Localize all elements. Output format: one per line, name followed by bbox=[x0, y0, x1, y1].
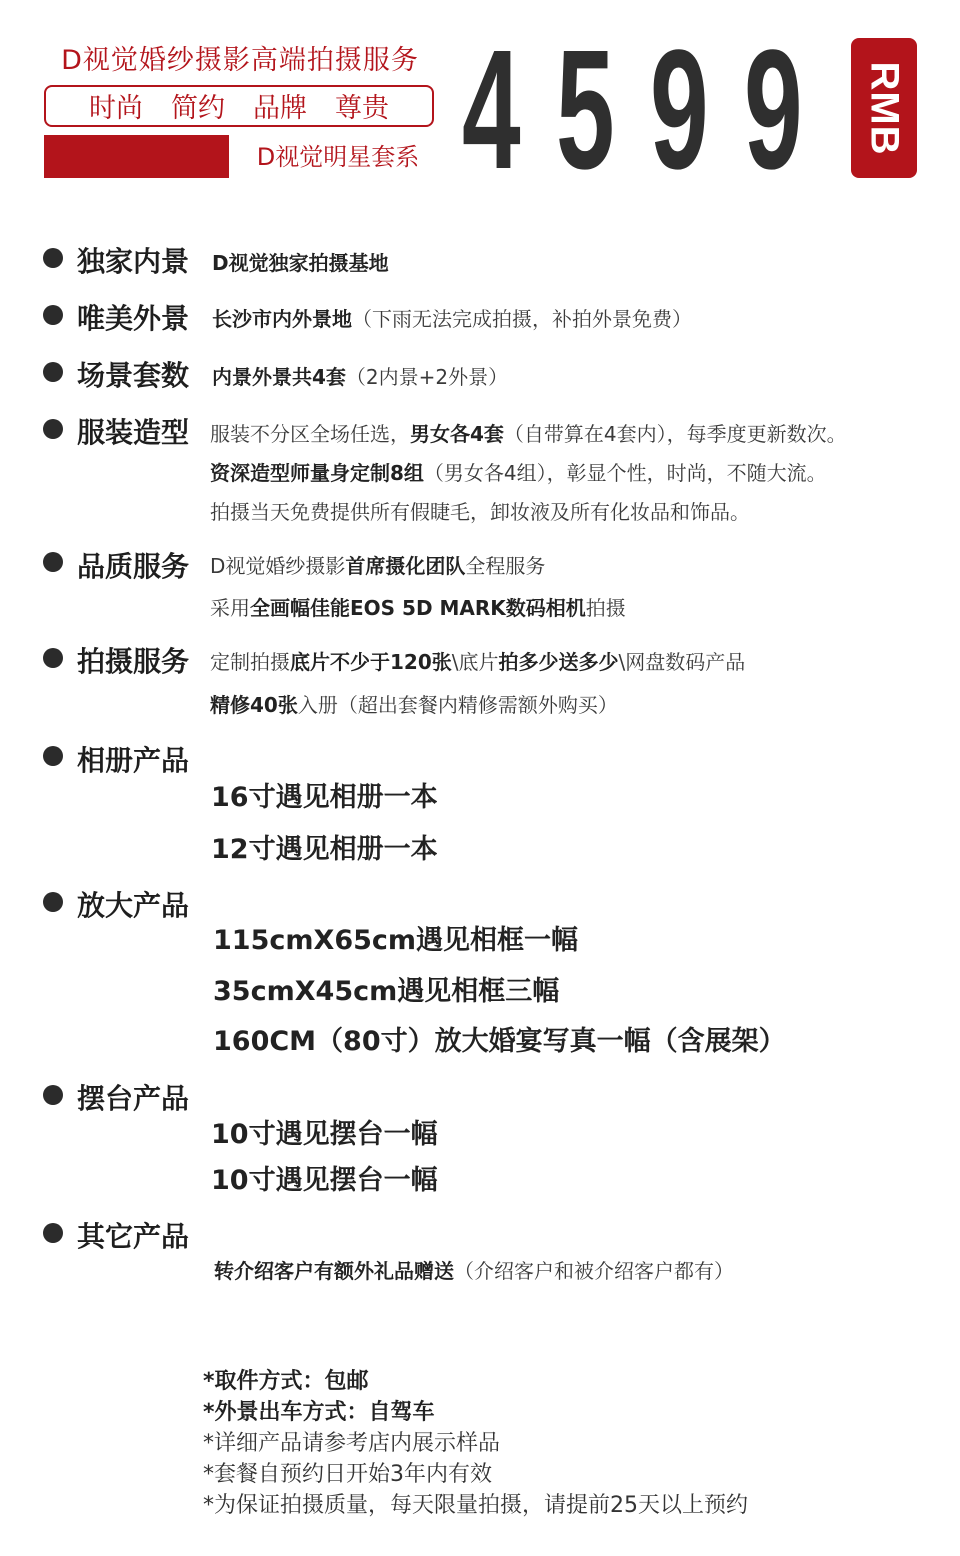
enlarge-item: 115cmX65cm遇见相框一幅 bbox=[213, 925, 579, 956]
enlarge-item: 35cmX45cm遇见相框三幅 bbox=[213, 976, 560, 1007]
bullet-icon bbox=[43, 248, 63, 268]
quality-line-2: 采用全画幅佳能EOS 5D MARK数码相机拍摄 bbox=[210, 596, 626, 620]
tag-simple: 简约 bbox=[171, 92, 225, 124]
note-pickup: *取件方式：包邮 bbox=[203, 1369, 369, 1394]
album-item: 16寸遇见相册一本 bbox=[211, 782, 438, 813]
price-digit: 5 bbox=[556, 15, 615, 205]
styling-line-2: 资深造型师量身定制8组（男女各4组），彰显个性，时尚，不随大流。 bbox=[210, 461, 827, 485]
red-accent-bar bbox=[44, 135, 229, 178]
shooting-line-2: 精修40张入册（超出套餐内精修需额外购买） bbox=[210, 693, 618, 717]
section-label-enlarge: 放大产品 bbox=[77, 889, 190, 922]
shooting-line-1: 定制拍摄底片不少于120张\底片拍多少送多少\网盘数码产品 bbox=[210, 650, 746, 674]
price-digit: 9 bbox=[744, 15, 803, 205]
bullet-icon bbox=[43, 892, 63, 912]
section-label-shooting: 拍摄服务 bbox=[77, 645, 190, 678]
note-validity: *套餐自预约日开始3年内有效 bbox=[203, 1462, 492, 1487]
section-label-indoor: 独家内景 bbox=[77, 245, 190, 278]
section-label-styling: 服装造型 bbox=[77, 416, 190, 449]
brand-title: D视觉婚纱摄影高端拍摄服务 bbox=[61, 45, 419, 76]
bullet-icon bbox=[43, 1223, 63, 1243]
outdoor-text: 长沙市内外景地（下雨无法完成拍摄，补拍外景免费） bbox=[212, 307, 692, 331]
section-label-album: 相册产品 bbox=[77, 744, 190, 777]
bullet-icon bbox=[43, 746, 63, 766]
scene-count-text: 内景外景共4套（2内景+2外景） bbox=[212, 365, 509, 389]
tag-brand: 品牌 bbox=[253, 92, 307, 124]
series-name: D视觉明星套系 bbox=[256, 143, 420, 171]
note-samples: *详细产品请参考店内展示样品 bbox=[203, 1431, 501, 1456]
bullet-icon bbox=[43, 419, 63, 439]
desk-item: 10寸遇见摆台一幅 bbox=[211, 1119, 438, 1150]
styling-line-1: 服装不分区全场任选，男女各4套（自带算在4套内），每季度更新数次。 bbox=[210, 422, 847, 446]
price-digit: 4 bbox=[462, 15, 521, 205]
section-label-outdoor: 唯美外景 bbox=[77, 302, 190, 335]
price-digit: 9 bbox=[650, 15, 709, 205]
note-transport: *外景出车方式：自驾车 bbox=[203, 1400, 435, 1425]
currency-label-wrap bbox=[851, 38, 917, 178]
styling-line-3: 拍摄当天免费提供所有假睫毛，卸妆液及所有化妆品和饰品。 bbox=[210, 500, 750, 524]
bullet-icon bbox=[43, 648, 63, 668]
indoor-text: D视觉独家拍摄基地 bbox=[212, 251, 389, 275]
tag-noble: 尊贵 bbox=[335, 92, 389, 124]
currency-label: RMB bbox=[862, 60, 907, 156]
tag-fashion: 时尚 bbox=[89, 92, 143, 124]
tag-row bbox=[46, 86, 432, 124]
section-label-scene-count: 场景套数 bbox=[77, 359, 190, 392]
price bbox=[462, 15, 816, 205]
album-item: 12寸遇见相册一本 bbox=[211, 834, 438, 865]
bullet-icon bbox=[43, 552, 63, 572]
section-label-other: 其它产品 bbox=[77, 1220, 190, 1253]
quality-line-1: D视觉婚纱摄影首席摄化团队全程服务 bbox=[210, 554, 546, 578]
enlarge-item: 160CM（80寸）放大婚宴写真一幅（含展架） bbox=[213, 1026, 786, 1057]
desk-item: 10寸遇见摆台一幅 bbox=[211, 1165, 438, 1196]
note-booking: *为保证拍摄质量，每天限量拍摄，请提前25天以上预约 bbox=[203, 1493, 748, 1518]
section-label-desk: 摆台产品 bbox=[77, 1082, 190, 1115]
bullet-icon bbox=[43, 1085, 63, 1105]
bullet-icon bbox=[43, 305, 63, 325]
bullet-icon bbox=[43, 362, 63, 382]
other-text: 转介绍客户有额外礼品赠送（介绍客户和被介绍客户都有） bbox=[214, 1259, 734, 1283]
section-label-quality: 品质服务 bbox=[77, 550, 190, 583]
